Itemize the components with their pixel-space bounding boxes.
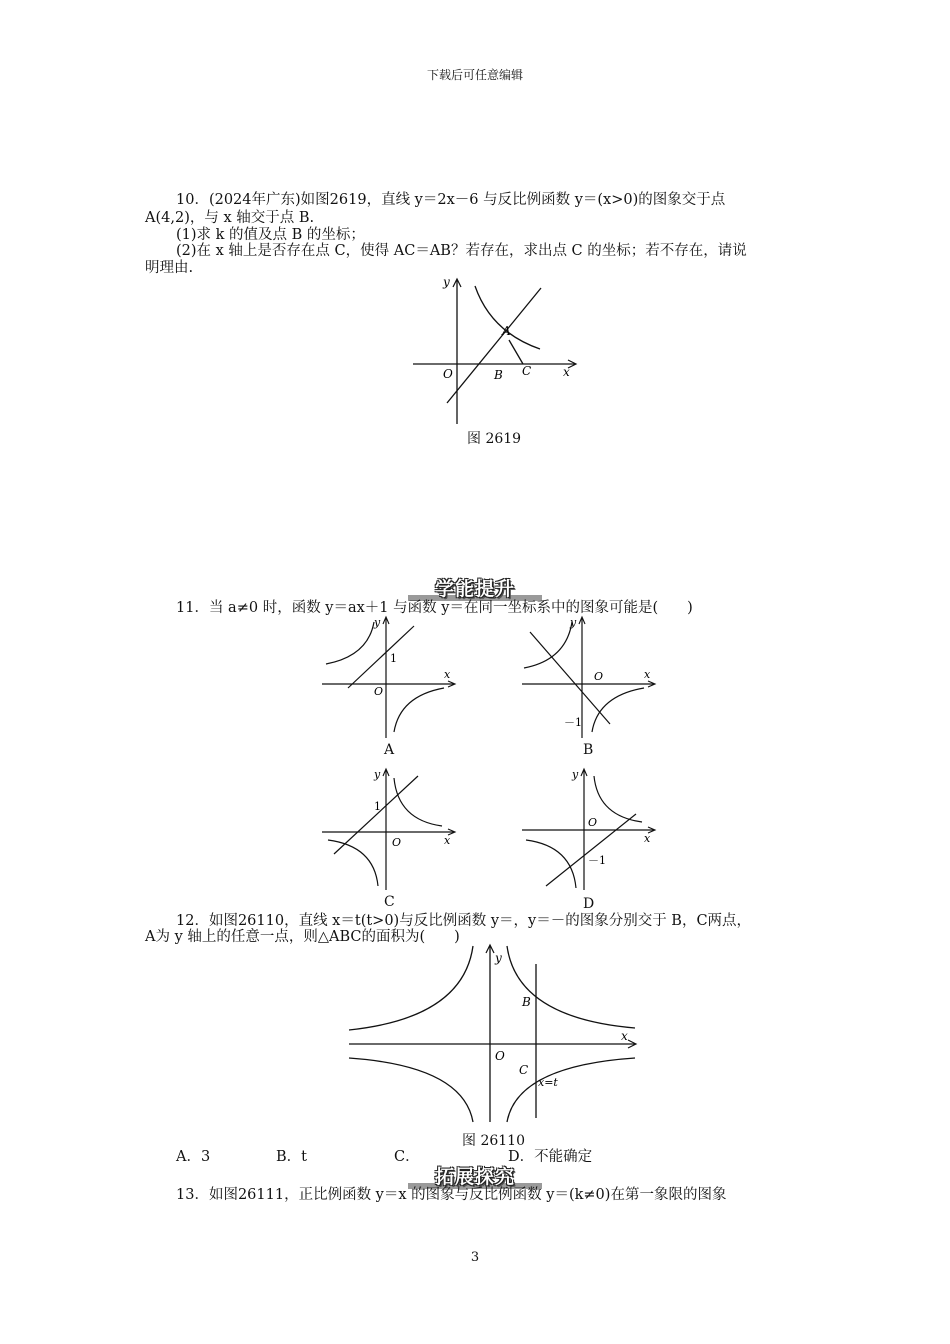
label-y: y: [572, 768, 579, 781]
label-x: x: [644, 668, 651, 681]
section-banner-extension: [408, 1162, 542, 1189]
q12-choice-b: B．t: [276, 1149, 307, 1165]
tick-label: －1: [588, 854, 606, 867]
q10-sub1: (1)求 k 的值及点 B 的坐标；: [176, 227, 365, 243]
q11-text: 11．当 a≠0 时，函数 y＝ax＋1 与函数 y＝在同一坐标系中的图象可能是( ): [176, 600, 693, 616]
label-line: x=t: [538, 1076, 558, 1089]
label-o: O: [594, 670, 604, 683]
q12-choice-d: D．不能确定: [508, 1149, 593, 1165]
hyperbola-branch-q1: [394, 778, 442, 826]
q11-option-b-label: B: [583, 742, 594, 758]
q11-option-a-graph: [318, 612, 458, 742]
section-banner-learning: [408, 574, 542, 601]
tick-label: 1: [390, 652, 397, 665]
label-x: x: [444, 834, 451, 847]
q11-option-c-label: C: [384, 894, 395, 910]
label-o: O: [392, 836, 402, 849]
label-o: O: [588, 816, 598, 829]
line: [334, 776, 418, 854]
label-b: B: [522, 995, 531, 1009]
hyperbola-branch-q4: [394, 688, 444, 732]
page-header: 下载后可任意编辑: [426, 68, 523, 82]
curve-y-k-over-x-q3: [349, 1058, 473, 1122]
tick-label: －1: [564, 716, 582, 729]
q10-sub3: 明理由.: [145, 260, 194, 276]
hyperbola-branch-q3: [526, 840, 576, 888]
q11-option-a-label: A: [384, 742, 395, 758]
q12-figure-caption: 图 26110: [462, 1133, 525, 1149]
curve-y-neg-k-over-x-q2: [349, 946, 473, 1030]
label-y: y: [495, 951, 502, 965]
q10-figure-caption: 图 2619: [467, 431, 522, 447]
q11-option-d-graph: [518, 764, 658, 894]
line: [348, 626, 414, 688]
tick-label: 1: [374, 800, 381, 813]
q10-line2: A(4,2)，与 x 轴交于点 B.: [145, 210, 315, 226]
banner-text: 拓展探究: [434, 1166, 515, 1188]
label-x: x: [644, 832, 651, 845]
label-o: O: [374, 685, 384, 698]
label-a: A: [502, 324, 511, 338]
hyperbola-branch-q2: [524, 622, 572, 668]
q12-line2: A为 y 轴上的任意一点，则△ABC的面积为( ): [145, 929, 460, 945]
label-x: x: [563, 365, 570, 379]
label-x: x: [444, 668, 451, 681]
q12-line1: 12．如图26110，直线 x＝t(t>0)与反比例函数 y＝，y＝－的图象分别交于 B，C两点，: [176, 913, 752, 929]
label-c: C: [519, 1063, 529, 1077]
figure-2619: [405, 272, 585, 432]
label-o: O: [495, 1049, 505, 1063]
label-y: y: [570, 616, 577, 629]
figure-26110: [345, 940, 640, 1125]
curve-y-k-over-x-q1: [507, 946, 635, 1028]
banner-text: 学能提升: [434, 578, 515, 600]
label-x: x: [621, 1029, 628, 1043]
line-y-2x-6: [447, 288, 541, 403]
q13-line1: 13．如图26111，正比例函数 y＝x 的图象与反比例函数 y＝(k≠0)在第一象限的图象: [176, 1187, 727, 1203]
q10-line1: 10．(2024年广东)如图2619，直线 y＝2x－6 与反比例函数 y＝(x>0)的图象交于点: [176, 192, 726, 208]
q11-option-c-graph: [318, 764, 458, 894]
q10-sub2: (2)在 x 轴上是否存在点 C，使得 AC＝AB？若存在，求出点 C 的坐标；若不存在，请说: [176, 243, 747, 259]
label-o: O: [443, 367, 453, 381]
q12-choice-a: A．3: [176, 1149, 211, 1165]
label-b: B: [494, 368, 503, 382]
hyperbola-branch-q2: [326, 622, 374, 664]
label-y: y: [374, 768, 381, 781]
q11-option-d-label: D: [583, 896, 595, 912]
label-y: y: [443, 275, 450, 289]
q12-choice-c: C．: [394, 1149, 420, 1165]
label-y: y: [374, 616, 381, 629]
q11-option-b-graph: [518, 612, 658, 742]
hyperbola-branch-q3: [328, 840, 378, 886]
segment-ac: [509, 340, 523, 364]
hyperbola-curve: [475, 286, 540, 349]
hyperbola-branch-q4: [592, 688, 644, 732]
label-c: C: [522, 364, 532, 378]
page-number: 3: [470, 1250, 480, 1265]
